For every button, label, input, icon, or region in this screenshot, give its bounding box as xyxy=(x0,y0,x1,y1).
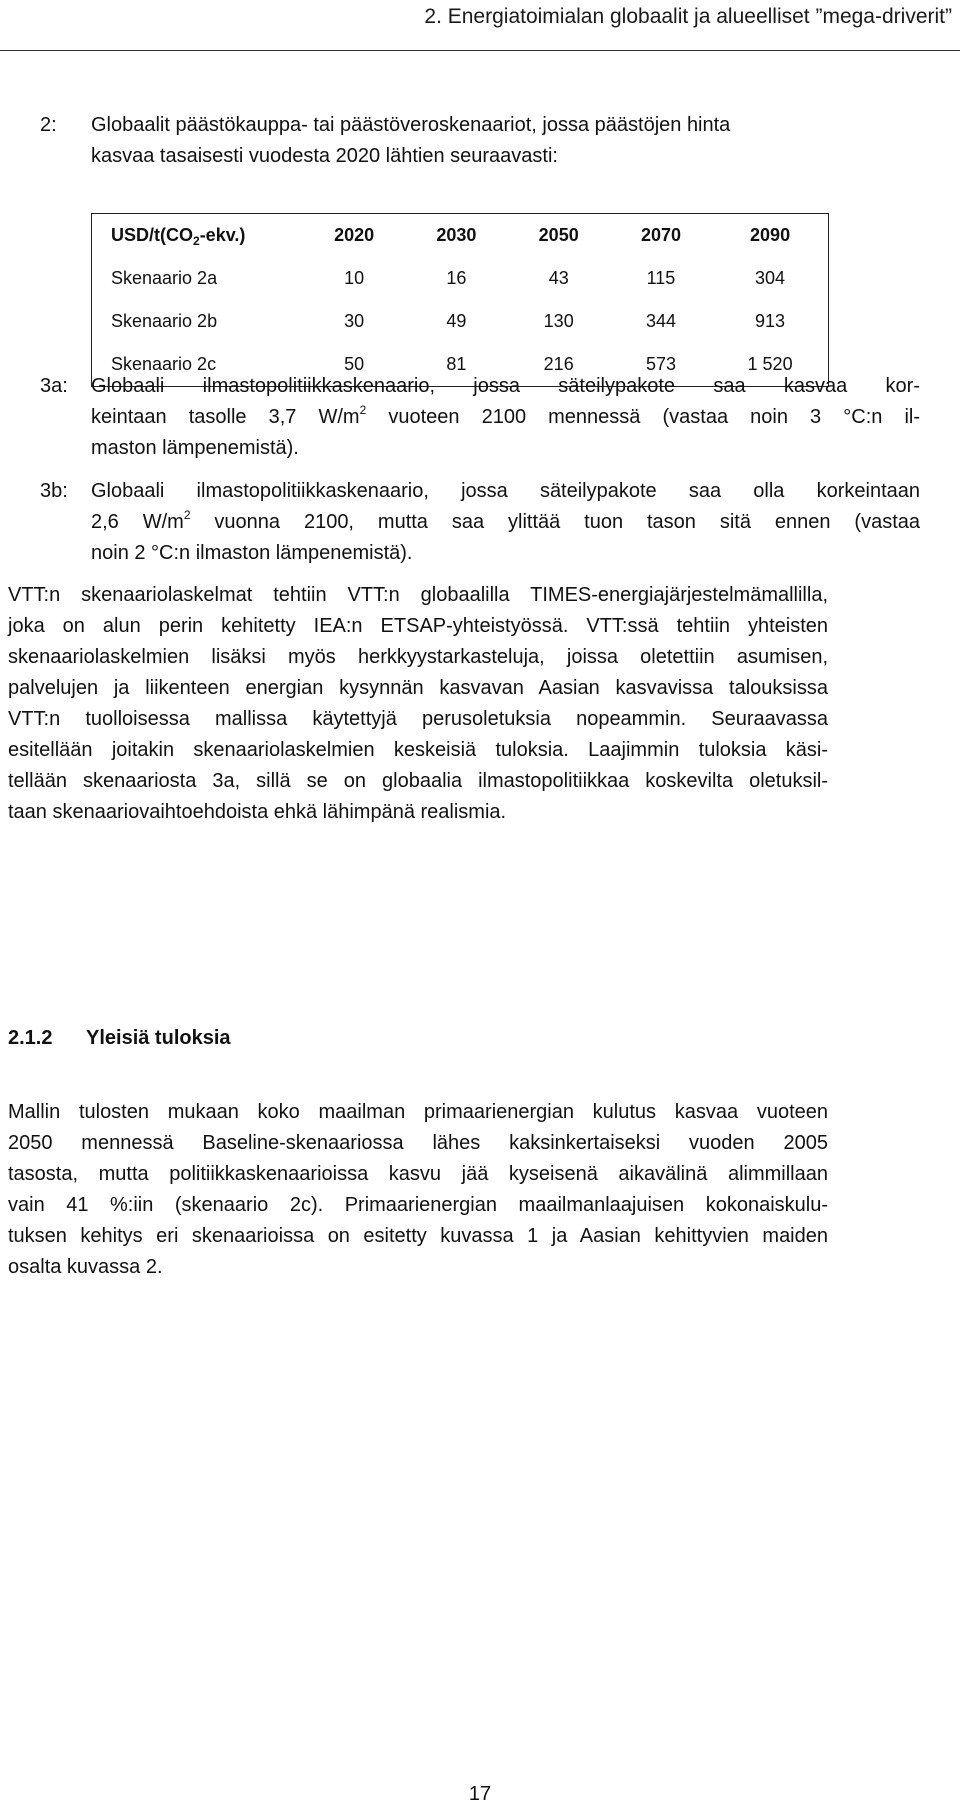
item-label: 3b: xyxy=(40,480,68,502)
item-label: 2: xyxy=(40,114,57,136)
text-line: Globaali ilmastopolitiikkaskenaario, jossa säteilypakote saa olla korkeintaan xyxy=(91,480,920,502)
item-text xyxy=(91,476,920,569)
text-line: tuksen kehitys eri skenaarioissa on esitetty kuvassa 1 ja Aasian kehittyvien maiden xyxy=(8,1225,828,1247)
section-heading xyxy=(8,1027,231,1050)
table-cell: 304 xyxy=(755,268,786,288)
table-cell: 10 xyxy=(344,268,365,288)
scenario-3a-item xyxy=(40,371,920,464)
table-cell: 130 xyxy=(543,311,574,331)
year-header: 2050 xyxy=(538,225,579,245)
year-header: 2020 xyxy=(334,225,375,245)
running-title: 2. Energiatoimialan globaalit ja alueelliset ”mega-driverit” xyxy=(424,5,952,28)
text-line: Globaali ilmastopolitiikkaskenaario, jossa säteilypakote saa kasvaa kor- xyxy=(91,375,920,397)
table-cell: 50 xyxy=(344,354,365,374)
table-row xyxy=(92,300,829,343)
table-header-row xyxy=(92,214,829,258)
year-header: 2090 xyxy=(750,225,791,245)
table-row xyxy=(92,257,829,300)
text-line: maston lämpenemistä). xyxy=(91,437,299,459)
year-header: 2030 xyxy=(436,225,477,245)
text-line: tellään skenaariosta 3a, sillä se on globaalia ilmastopolitiikkaa koskevilta oletuksil- xyxy=(8,770,828,792)
text-line: tasosta, mutta politiikkaskenaarioissa kasvu jää kyseisenä aikavälinä alimmillaan xyxy=(8,1163,828,1185)
text-line: 2050 mennessä Baseline-skenaariossa lähes kaksinkertaiseksi vuoden 2005 xyxy=(8,1132,828,1154)
scenario-2-item xyxy=(40,110,960,172)
text-line: taan skenaariovaihtoehdoista ehkä lähimpänä realismia. xyxy=(8,801,507,823)
text-line: Globaalit päästökauppa- tai päästöveroskenaariot, jossa päästöjen hinta xyxy=(91,114,731,136)
section-number: 2.1.2 xyxy=(8,1027,53,1049)
text-line: palvelujen ja liikenteen energian kysynnän kasvavan Aasian kasvavissa talouksissa xyxy=(8,677,828,699)
table-cell: 344 xyxy=(645,311,676,331)
table-cell: 115 xyxy=(646,268,676,288)
text-line: VTT:n tuolloisessa mallissa käytettyjä perusoletuksia nopeammin. Seuraavassa xyxy=(8,708,828,730)
emission-price-table xyxy=(91,213,829,387)
text-line: vain 41 %:iin (skenaario 2c). Primaarienergian maailmanlaajuisen kokonaiskulu- xyxy=(8,1194,828,1216)
table-cell: 30 xyxy=(344,311,365,331)
table-cell: 1 520 xyxy=(747,354,793,374)
text-line: esitellään joitakin skenaariolaskelmien keskeisiä tuloksia. Laajimmin tuloksia käsi- xyxy=(8,739,828,761)
row-label: Skenaario 2c xyxy=(111,354,217,374)
text-line: osalta kuvassa 2. xyxy=(8,1256,163,1278)
text-line: Mallin tulosten mukaan koko maailman primaarienergian kulutus kasvaa vuoteen xyxy=(8,1101,828,1123)
table-cell: 43 xyxy=(548,268,569,288)
row-label: Skenaario 2b xyxy=(111,311,218,331)
running-header xyxy=(0,0,960,51)
scenario-3b-item xyxy=(40,476,920,569)
unit-header: USD/$t(CO_2-ekv.)$ xyxy=(111,225,246,248)
text-line: joka on alun perin kehitetty IEA:n ETSAP-yhteistyössä. VTT:ssä tehtiin yhteisten xyxy=(8,615,828,637)
item-text xyxy=(91,110,960,172)
text-line: VTT:n skenaariolaskelmat tehtiin VTT:n globaalilla TIMES-energiajärjestelmämallilla, xyxy=(8,584,828,606)
item-text xyxy=(91,371,920,464)
body-paragraph xyxy=(8,580,828,828)
table-cell: 216 xyxy=(543,354,574,374)
text-line: skenaariolaskelmien lisäksi myös herkkyystarkasteluja, joissa oletettiin asumisen, xyxy=(8,646,828,668)
text-line: keintaan tasolle 3,7 $W/m^2$ vuoteen 2100 mennessä (vastaa noin 3 °C:n il- xyxy=(91,403,920,428)
item-label: 3a: xyxy=(40,375,68,397)
table-cell: 573 xyxy=(645,354,676,374)
table-cell: 16 xyxy=(446,268,467,288)
text-line: 2,6 $W/m^2$ vuonna 2100, mutta saa ylittää tuon tason sitä ennen (vastaa xyxy=(91,508,920,533)
year-header: 2070 xyxy=(640,225,681,245)
table-cell: 81 xyxy=(446,354,467,374)
table-cell: 913 xyxy=(755,311,786,331)
body-paragraph xyxy=(8,1097,828,1283)
page-number: 17 xyxy=(468,1783,492,1805)
section-title: Yleisiä tuloksia xyxy=(86,1027,231,1049)
table-cell: 49 xyxy=(446,311,467,331)
row-label: Skenaario 2a xyxy=(111,268,218,288)
text-line: kasvaa tasaisesti vuodesta 2020 lähtien seuraavasti: xyxy=(91,145,558,167)
text-line: noin 2 °C:n ilmaston lämpenemistä). xyxy=(91,542,413,564)
